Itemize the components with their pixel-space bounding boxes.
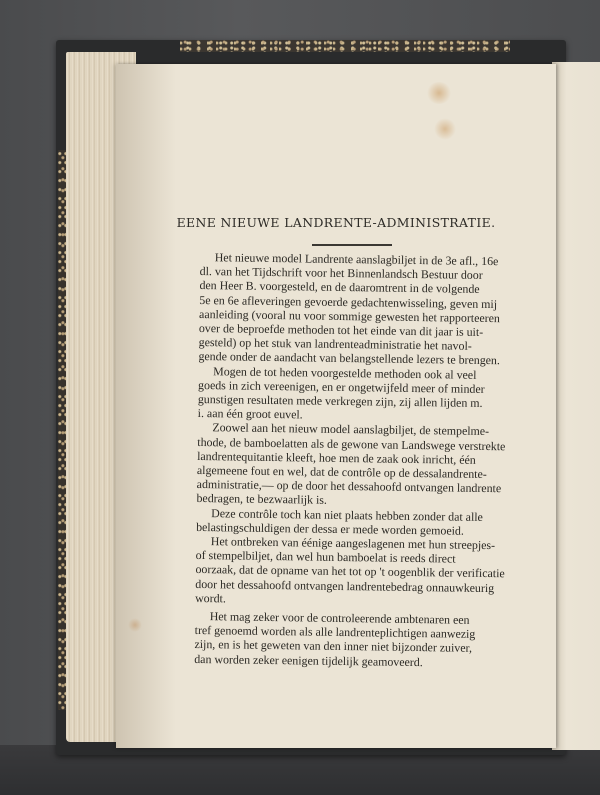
- text-line: Deze contrôle toch kan niet plaats hebben zonder dat alle: [196, 505, 483, 524]
- text-line: den Heer B. voorgesteld, en de daaromtrent in de volgende: [199, 278, 480, 297]
- title-rule: [312, 244, 392, 246]
- foxing-stain: [426, 82, 452, 104]
- text-line: dl. van het Tijdschrift voor het Binnenlandsch Bestuur door: [199, 264, 483, 283]
- paragraph: [198, 364, 499, 425]
- text-line: belastingschuldigen der dessa er mede worden gemoeid.: [196, 519, 465, 538]
- marbled-edge-top: [180, 40, 510, 52]
- paragraph: [196, 506, 496, 539]
- text-line: landrentequitantie kleeft, hoe men de zaak ook inricht, één: [197, 448, 476, 467]
- text-line: Mogen de tot heden voorgestelde methoden ook al veel: [198, 363, 477, 382]
- text-line: i. aan één groot euvel.: [197, 406, 303, 422]
- text-line: goeds in zich vereenigen, en er ongetwijfeld meer of minder: [198, 377, 485, 396]
- text-line: of stempelbiljet, dan wel hun bamboelat is reeds direct: [195, 548, 456, 566]
- text-line: Het mag zeker voor de controleerende ambtenaren een: [194, 609, 470, 627]
- text-line: dan worden zeker eenigen tijdelijk geamoveerd.: [194, 651, 423, 669]
- text-line: Zoowel aan het nieuw model aanslagbiljet, de stempelme-: [197, 420, 490, 439]
- text-line: gesteld) op het stuk van landrenteadministratie het navol-: [198, 335, 472, 354]
- article-title: EENE NIEUWE LANDRENTE-ADMINISTRATIE.: [176, 215, 496, 230]
- text-line: door het dessahoofd ontvangen landrentebedrag onnauwkeurig: [195, 576, 495, 595]
- foxing-stain: [128, 618, 142, 632]
- text-line: Het ontbreken van éénige aangeslagenen met hun streepjes-: [195, 534, 496, 553]
- text-line: administratie,— op de door het dessahoofd ontvangen landrente: [196, 477, 502, 496]
- text-line: 5e en 6e afleveringen gevoerde gedachtenwisseling, geven mij: [199, 292, 498, 311]
- text-line: gende onder de aandacht van belangstellende lezers te brengen.: [198, 349, 501, 368]
- paragraph: [198, 250, 500, 368]
- gutter-shadow: [116, 64, 176, 748]
- text-line: bedragen, te bezwaarlijk is.: [196, 491, 328, 508]
- article-body: [194, 250, 506, 670]
- text-line: gunstigen resultaten mede verkregen zijn, zij allen lijden m.: [197, 392, 483, 410]
- paragraph: [196, 420, 506, 509]
- paragraph: [194, 609, 495, 670]
- text-line: Het nieuwe model Landrente aanslagbiljet in de 3e afl., 16e: [199, 250, 499, 269]
- text-line: wordt.: [195, 590, 226, 606]
- foxing-stain: [434, 118, 456, 140]
- text-line: algemeene fout en wel, dat de contrôle op de dessalandrente-: [196, 463, 487, 482]
- text-line: aanleiding (vooral nu voor sommige gewesten het rapporteeren: [199, 306, 500, 326]
- text-line: tref genoemd worden als alle landrenteplichtigen aanwezig: [194, 623, 476, 642]
- paragraph: [195, 534, 505, 609]
- text-line: over de beproefde methoden tot het einde van dit jaar is uit-: [198, 321, 484, 339]
- facing-page: [552, 62, 600, 750]
- text-line: oorzaak, dat de opname van het tot op 't oogenblik der verificatie: [195, 562, 505, 581]
- text-line: zijn, en is het geweten van den inner niet bijzonder zuiver,: [194, 637, 473, 656]
- text-line: thode, de bamboelatten als de gewone van Landswege verstrekte: [197, 434, 506, 453]
